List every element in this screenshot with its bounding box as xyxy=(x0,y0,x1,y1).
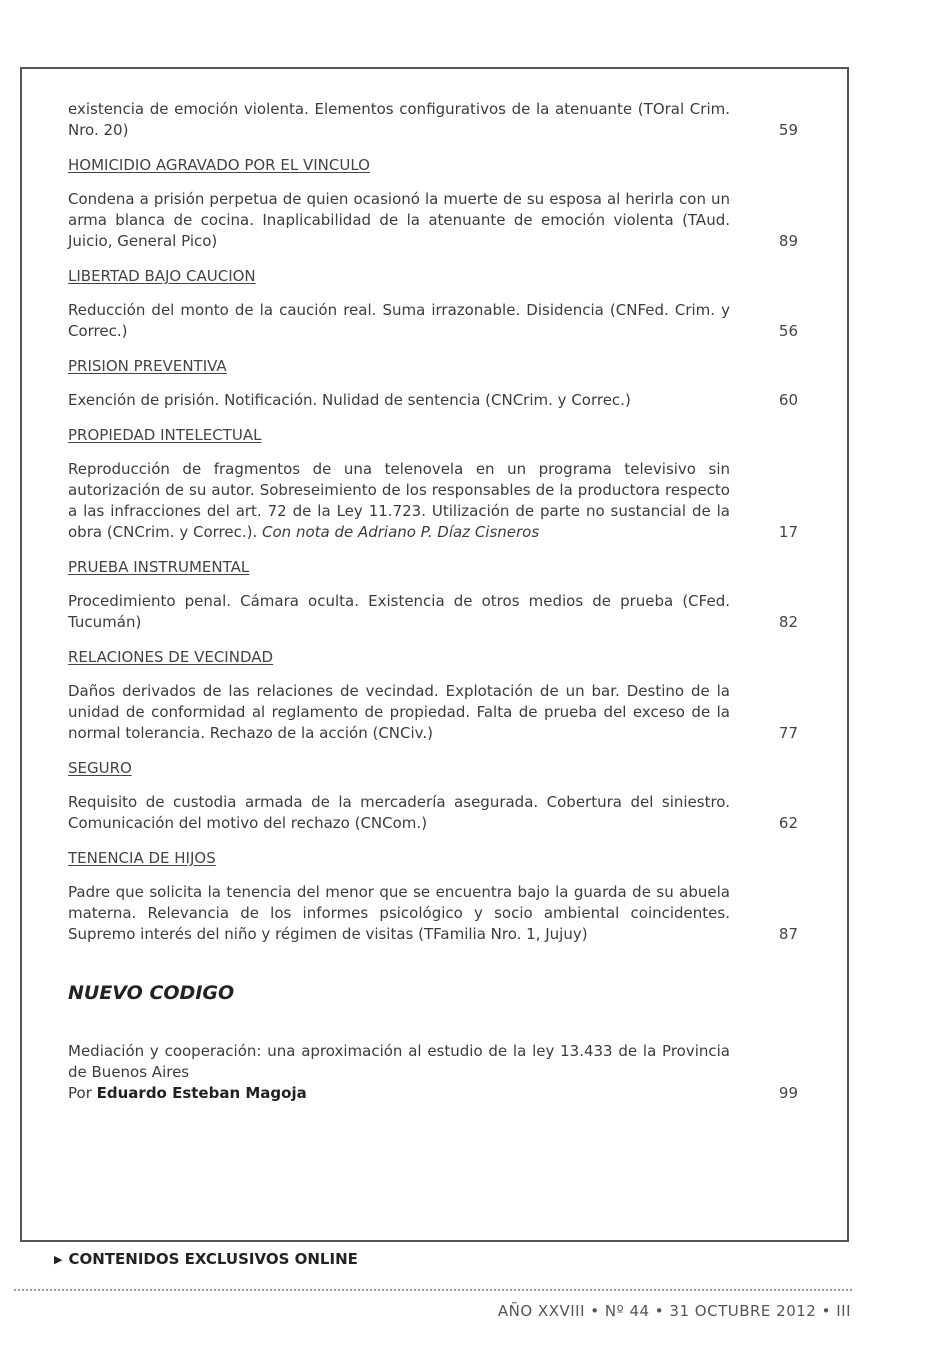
index-entry xyxy=(68,1041,798,1104)
index-heading: PRISION PREVENTIVA xyxy=(68,357,227,375)
entry-description: Requisito de custodia armada de la mercadería asegurada. Cobertura del siniestro. Comunicación del motivo del rechazo (CNCom.) xyxy=(68,793,730,832)
entry-text xyxy=(68,591,730,633)
entry-description: Daños derivados de las relaciones de vecindad. Explotación de un bar. Destino de la unidad de conformidad al reglamento de propiedad. Falta de prueba del exceso de la normal tolerancia. Rechazo de la acción (CNCiv.) xyxy=(68,682,730,742)
entry-text xyxy=(68,459,730,543)
entry-page-number: 89 xyxy=(778,232,798,250)
entry-text xyxy=(68,792,730,834)
entry-text xyxy=(68,1041,730,1104)
entry-by-prefix: Por xyxy=(68,1084,92,1102)
index-heading: TENENCIA DE HIJOS xyxy=(68,849,216,867)
entry-page-number: 82 xyxy=(778,613,798,631)
entry-text xyxy=(68,99,730,141)
entry-description: Reproducción de fragmentos de una telenovela en un programa televisivo sin autorización de su autor. Sobreseimiento de los responsables de la productora respecto a las infracciones del art. 72 de la Ley 11.723. Utilización de parte no sustancial de la obra (CNCrim. y Correc.). xyxy=(68,460,730,541)
online-contents-link[interactable] xyxy=(54,1249,358,1271)
index-heading: PROPIEDAD INTELECTUAL xyxy=(68,426,262,444)
footer-divider xyxy=(14,1289,852,1291)
index-entry xyxy=(68,390,798,411)
triangle-right-icon: ▶ xyxy=(54,1253,63,1266)
index-entry xyxy=(68,792,798,834)
index-heading: HOMICIDIO AGRAVADO POR EL VINCULO xyxy=(68,156,370,174)
entry-page-number: 60 xyxy=(778,391,798,409)
entry-description: Padre que solicita la tenencia del menor que se encuentra bajo la guarda de su abuela materna. Relevancia de los informes psicológico y socio ambiental coincidentes. Supremo interés del niño y régimen de visitas (TFamilia Nro. 1, Jujuy) xyxy=(68,883,730,943)
index-entry xyxy=(68,300,798,342)
entry-description: Exención de prisión. Notificación. Nulidad de sentencia (CNCrim. y Correc.) xyxy=(68,391,631,409)
entry-page-number: 17 xyxy=(778,523,798,541)
online-contents-label: CONTENIDOS EXCLUSIVOS ONLINE xyxy=(68,1250,358,1268)
entry-note: Con nota de Adriano P. Díaz Cisneros xyxy=(262,523,540,541)
entry-page-number: 62 xyxy=(778,814,798,832)
page-footer: AÑO XXVIII • Nº 44 • 31 OCTUBRE 2012 • III xyxy=(497,1302,851,1320)
section-title: NUEVO CODIGO xyxy=(68,982,235,1004)
entry-page-number: 77 xyxy=(778,724,798,742)
entry-text xyxy=(68,189,730,252)
index-entry xyxy=(68,459,798,543)
entry-page-number: 56 xyxy=(778,322,798,340)
entry-text xyxy=(68,390,730,411)
entry-description: Mediación y cooperación: una aproximación al estudio de la ley 13.433 de la Provincia de Buenos Aires xyxy=(68,1042,730,1081)
index-entry xyxy=(68,189,798,252)
entry-author: Eduardo Esteban Magoja xyxy=(96,1084,307,1102)
entry-description: existencia de emoción violenta. Elementos configurativos de la atenuante (TOral Crim. Nro. 20) xyxy=(68,100,730,139)
entry-description: Reducción del monto de la caución real. Suma irrazonable. Disidencia (CNFed. Crim. y Correc.) xyxy=(68,301,730,340)
index-frame xyxy=(20,67,849,1268)
index-heading: LIBERTAD BAJO CAUCION xyxy=(68,267,256,285)
entry-text xyxy=(68,882,730,945)
entry-text xyxy=(68,300,730,342)
entry-description: Procedimiento penal. Cámara oculta. Existencia de otros medios de prueba (CFed. Tucumán) xyxy=(68,592,730,631)
entry-description: Condena a prisión perpetua de quien ocasionó la muerte de su esposa al herirla con un arma blanca de cocina. Inaplicabilidad de la atenuante de emoción violenta (TAud. Juicio, General Pico) xyxy=(68,190,730,250)
index-entry xyxy=(68,99,798,141)
entry-page-number: 87 xyxy=(778,925,798,943)
entry-page-number: 59 xyxy=(778,121,798,139)
entry-text xyxy=(68,681,730,744)
index-entry xyxy=(68,591,798,633)
index-heading: RELACIONES DE VECINDAD xyxy=(68,648,274,666)
index-heading: SEGURO xyxy=(68,759,132,777)
entry-page-number: 99 xyxy=(778,1084,798,1102)
index-entries xyxy=(68,99,798,1118)
index-heading: PRUEBA INSTRUMENTAL xyxy=(68,558,250,576)
index-entry xyxy=(68,681,798,744)
index-entry xyxy=(68,882,798,945)
